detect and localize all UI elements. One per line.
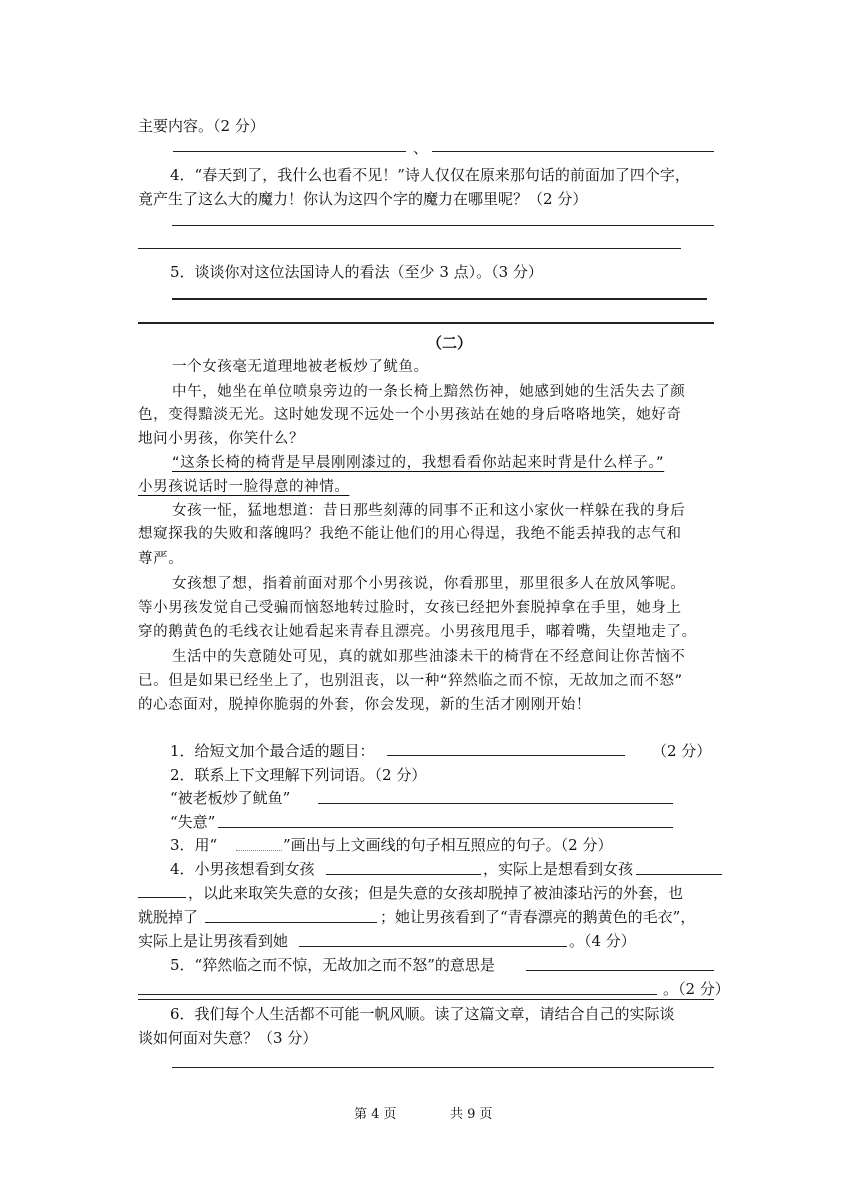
q2-term-b: “失意” xyxy=(170,813,216,831)
answer-line[interactable] xyxy=(318,803,673,804)
title-answer-line[interactable] xyxy=(387,755,625,756)
answer-line[interactable] xyxy=(172,1067,714,1068)
q4-text-b: ，实际上是想看到女孩 xyxy=(483,860,634,878)
underline-sample xyxy=(236,850,282,851)
q4-text-line1: 4．“春天到了，我什么也看不见！”诗人仅仅在原来那句话的前面加了四个字， xyxy=(170,166,690,184)
answer-line[interactable] xyxy=(138,248,681,249)
answer-line[interactable] xyxy=(326,874,481,875)
answer-line[interactable] xyxy=(138,897,186,898)
divider xyxy=(138,999,714,1000)
answer-line[interactable] xyxy=(173,151,406,152)
story-line: 尊严。 xyxy=(138,551,184,567)
section-heading: （二） xyxy=(427,334,473,352)
story-line: 的心态面对，脱掉你脆弱的外套，你会发现，新的生活才刚刚开始！ xyxy=(138,697,591,713)
answer-line[interactable] xyxy=(218,827,673,828)
q3-text-a: 3．用“ xyxy=(170,836,218,854)
answer-line[interactable] xyxy=(172,298,707,300)
answer-line[interactable] xyxy=(172,225,714,226)
q4-text-a: 4．小男孩想看到女孩 xyxy=(170,860,315,878)
answer-line[interactable] xyxy=(526,970,714,971)
q4-text-e: ；她让男孩看到了“青春漂亮的鹅黄色的毛衣”， xyxy=(380,908,696,926)
story-line: 女孩想了想，指着前面对那个小男孩说，你看那里，那里很多人在放风筝呢。 xyxy=(172,576,686,592)
story-line: 中午，她坐在单位喷泉旁边的一条长椅上黯然伤神，她感到她的生活失去了颜 xyxy=(172,384,686,400)
q6-text-a: 6．我们每个人生活都不可能一帆风顺。读了这篇文章，请结合自己的实际谈 xyxy=(170,1005,675,1023)
story-line: 一个女孩毫无道理地被老板炒了鱿鱼。 xyxy=(172,359,429,375)
q6-text-b: 谈如何面对失意？（3 分） xyxy=(138,1029,318,1047)
story-underlined-line: “这条长椅的椅背是早晨刚刚漆过的，我想看看你站起来时背是什么样子。” xyxy=(172,455,665,471)
page-total: 共 9 页 xyxy=(450,1107,493,1122)
q4-text-f: 实际上是让男孩看到她 xyxy=(138,932,289,950)
story-line: 女孩一怔，猛地想道：昔日那些刻薄的同事不正和这小家伙一样躲在我的身后 xyxy=(172,503,686,519)
answer-line[interactable] xyxy=(432,151,714,152)
answer-line[interactable] xyxy=(138,322,714,324)
q3-text-b: ”画出与上文画线的句子相互照应的句子。（2 分） xyxy=(283,836,613,854)
story-line: 生活中的失意随处可见，真的就如那些油漆未干的椅背在不经意间让你苦恼不 xyxy=(172,649,686,665)
story-line: 色，变得黯淡无光。这时她发现不远处一个小男孩站在她的身后咯咯地笑，她好奇 xyxy=(138,407,682,423)
q5-text-b: 。（2 分） xyxy=(663,980,730,998)
q1-score: （2 分） xyxy=(652,742,712,760)
separator-mark: 、 xyxy=(413,139,429,157)
story-line: 等小男孩发觉自己受骗而恼怒地转过脸时，女孩已经把外套脱掉拿在手里，她身上 xyxy=(138,600,682,616)
q1-text: 1．给短文加个最合适的题目： xyxy=(170,742,375,760)
answer-line[interactable] xyxy=(138,994,657,995)
content-question-tail: 主要内容。（2 分） xyxy=(138,117,265,135)
story-line: 穿的鹅黄色的毛线衣让她看起来青春且漂亮。小男孩甩甩手，嘟着嘴，失望地走了。 xyxy=(138,624,697,640)
answer-line[interactable] xyxy=(299,946,567,947)
q5-text: 5．谈谈你对这位法国诗人的看法（至少 3 点）。（3 分） xyxy=(170,263,543,281)
q5-text-a: 5．“猝然临之而不惊，无故加之而不怒”的意思是 xyxy=(170,956,495,974)
story-line: 地问小男孩，你笑什么？ xyxy=(138,431,305,447)
q2-term-a: “被老板炒了鱿鱼” xyxy=(170,789,291,807)
answer-line[interactable] xyxy=(636,874,722,875)
q4-text-g: 。（4 分） xyxy=(569,932,636,950)
q4-text-c: ，以此来取笑失意的女孩；但是失意的女孩却脱掉了被油漆玷污的外套，也 xyxy=(188,884,684,902)
q2-text: 2．联系上下文理解下列词语。（2 分） xyxy=(170,766,427,784)
story-line: 已。但是如果已经坐上了，也别沮丧，以一种“猝然临之而不惊，无故加之而不怒” xyxy=(138,673,683,689)
story-line: 想窥探我的失败和落魄吗？我绝不能让他们的用心得逞，我绝不能丢掉我的志气和 xyxy=(138,526,682,542)
story-underlined-line: 小男孩说话时一脸得意的神情。 xyxy=(138,479,350,495)
page-number: 第 4 页 xyxy=(354,1107,397,1122)
q4-text-d: 就脱掉了 xyxy=(138,908,199,926)
q4-text-line2: 竟产生了这么大的魔力！你认为这四个字的魔力在哪里呢？（2 分） xyxy=(138,190,588,208)
answer-line[interactable] xyxy=(205,922,377,923)
